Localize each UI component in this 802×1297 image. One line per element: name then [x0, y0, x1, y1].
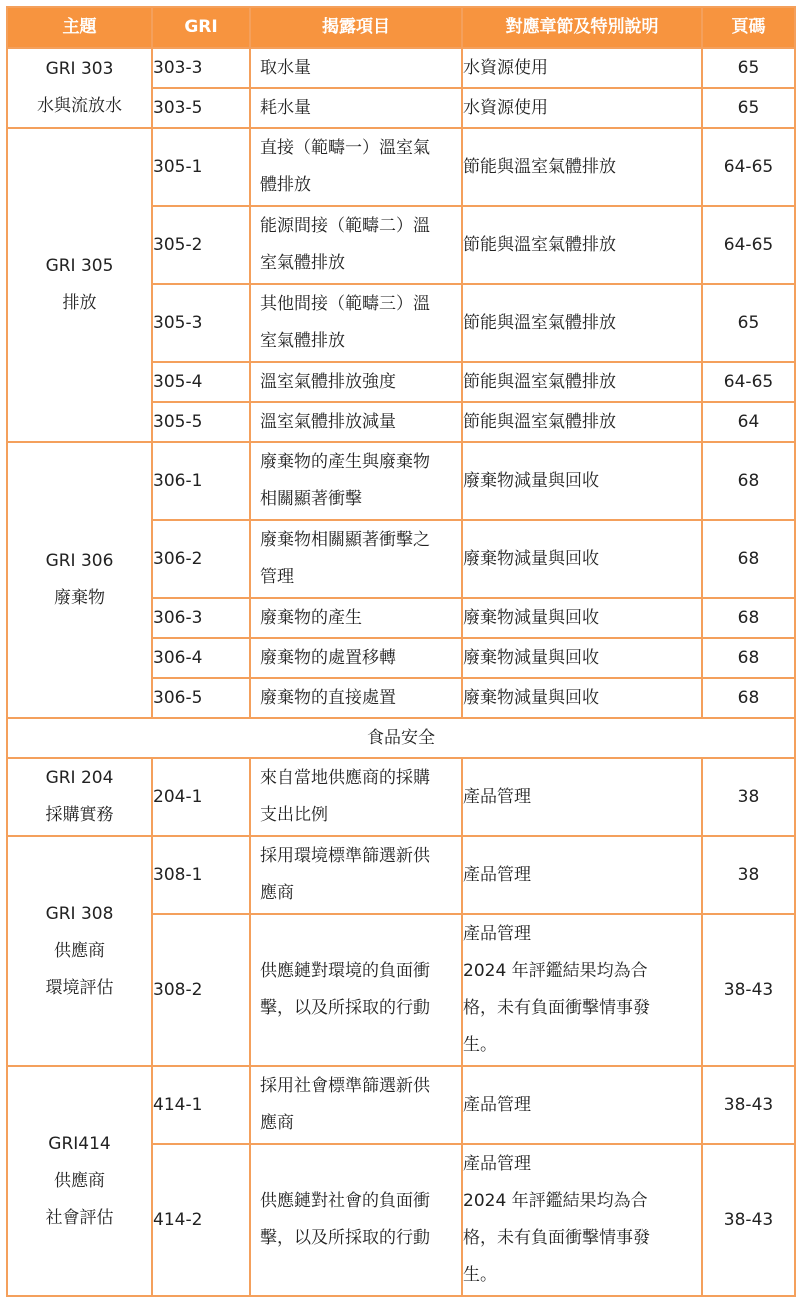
- disclosure-line: 耗水量: [260, 97, 311, 118]
- chapter-note-line: 生。: [463, 1035, 497, 1055]
- gri-code: 308-2: [152, 914, 250, 1066]
- topic-line: 社會評估: [45, 1207, 114, 1228]
- table-row: [7, 1066, 795, 1144]
- chapter-note-line: 產品管理: [463, 864, 531, 885]
- gri-code: 306-1: [152, 442, 250, 520]
- disclosure-item: [250, 520, 462, 598]
- disclosure-line: 其他間接（範疇三）溫: [260, 294, 430, 314]
- gri-code: 305-4: [152, 362, 250, 402]
- chapter-note: [462, 402, 702, 442]
- chapter-note: [462, 48, 702, 88]
- chapter-note-line: 廢棄物減量與回收: [463, 548, 599, 569]
- disclosure-item: [250, 1066, 462, 1144]
- gri-code: 204-1: [152, 758, 250, 836]
- table-row: [7, 758, 795, 836]
- disclosure-line: 廢棄物相關顯著衝擊之: [260, 530, 430, 550]
- disclosure-item: [250, 1144, 462, 1296]
- page-number: 64: [702, 402, 795, 442]
- disclosure-line: 直接（範疇一）溫室氣: [260, 138, 430, 158]
- gri-code: 306-4: [152, 638, 250, 678]
- page-number: 68: [702, 520, 795, 598]
- chapter-note: [462, 206, 702, 284]
- disclosure-item: [250, 88, 462, 128]
- chapter-note-line: 產品管理: [463, 1154, 531, 1174]
- chapter-note: [462, 442, 702, 520]
- disclosure-item: [250, 442, 462, 520]
- chapter-note-line: 格，未有負面衝擊情事發: [463, 1228, 650, 1248]
- disclosure-line: 室氣體排放: [260, 331, 345, 351]
- page-number: 68: [702, 442, 795, 520]
- chapter-note-line: 廢棄物減量與回收: [463, 470, 599, 491]
- disclosure-line: 廢棄物的直接處置: [260, 687, 396, 708]
- topic-line: 採購實務: [45, 805, 114, 825]
- header-topic: 主題: [7, 7, 152, 48]
- chapter-note-line: 節能與溫室氣體排放: [463, 234, 616, 255]
- disclosure-item: [250, 598, 462, 638]
- gri-code: 303-3: [152, 48, 250, 88]
- disclosure-line: 室氣體排放: [260, 253, 345, 273]
- chapter-note-line: 產品管理: [463, 924, 531, 944]
- page-number: 68: [702, 598, 795, 638]
- chapter-note: [462, 284, 702, 362]
- gri-code: 306-5: [152, 678, 250, 718]
- disclosure-line: 採用社會標準篩選新供: [260, 1076, 430, 1096]
- header-item: 揭露項目: [250, 7, 462, 48]
- topic-line: 水與流放水: [37, 96, 122, 116]
- chapter-note: [462, 758, 702, 836]
- disclosure-line: 擊，以及所採取的行動: [260, 1228, 430, 1248]
- chapter-note-line: 格，未有負面衝擊情事發: [463, 998, 650, 1018]
- chapter-note-line: 節能與溫室氣體排放: [463, 312, 616, 333]
- gri-code: 414-2: [152, 1144, 250, 1296]
- chapter-note-line: 節能與溫室氣體排放: [463, 411, 616, 432]
- chapter-note-line: 產品管理: [463, 786, 531, 807]
- table-row: [7, 442, 795, 520]
- page-number: 38: [702, 836, 795, 914]
- disclosure-line: 供應鏈對環境的負面衝: [260, 961, 430, 981]
- disclosure-line: 來自當地供應商的採購: [260, 768, 430, 788]
- topic-cell: [7, 836, 152, 1066]
- table-body: [7, 48, 795, 1296]
- chapter-note-line: 廢棄物減量與回收: [463, 647, 599, 668]
- disclosure-item: [250, 914, 462, 1066]
- chapter-note: [462, 362, 702, 402]
- gri-code: 305-3: [152, 284, 250, 362]
- disclosure-line: 供應鏈對社會的負面衝: [260, 1191, 430, 1211]
- gri-code: 414-1: [152, 1066, 250, 1144]
- topic-cell: [7, 48, 152, 128]
- topic-line: GRI 305: [45, 256, 114, 276]
- disclosure-line: 應商: [260, 883, 294, 903]
- chapter-note: [462, 914, 702, 1066]
- header-row: [7, 7, 795, 48]
- chapter-note-line: 生。: [463, 1265, 497, 1285]
- page-number: 68: [702, 638, 795, 678]
- chapter-note: [462, 638, 702, 678]
- header-page: 頁碼: [702, 7, 795, 48]
- chapter-note-line: 水資源使用: [463, 57, 548, 78]
- page-number: 64-65: [702, 362, 795, 402]
- chapter-note-line: 水資源使用: [463, 97, 548, 118]
- chapter-note: [462, 128, 702, 206]
- gri-code: 306-3: [152, 598, 250, 638]
- header-desc: 對應章節及特別說明: [462, 7, 702, 48]
- disclosure-line: 能源間接（範疇二）溫: [260, 216, 430, 236]
- section-row: [7, 718, 795, 758]
- disclosure-item: [250, 48, 462, 88]
- topic-line: GRI 303: [45, 59, 114, 79]
- table-row: [7, 836, 795, 914]
- gri-index-table-container: [6, 6, 796, 1297]
- section-title: 食品安全: [7, 718, 795, 758]
- page-number: 64-65: [702, 206, 795, 284]
- page-number: 68: [702, 678, 795, 718]
- chapter-note-line: 廢棄物減量與回收: [463, 607, 599, 628]
- chapter-note-line: 2024 年評鑑結果均為合: [463, 1191, 648, 1211]
- disclosure-line: 溫室氣體排放減量: [260, 411, 396, 432]
- table-row: [7, 128, 795, 206]
- disclosure-line: 廢棄物的處置移轉: [260, 647, 396, 668]
- page-number: 38-43: [702, 1066, 795, 1144]
- disclosure-line: 擊，以及所採取的行動: [260, 998, 430, 1018]
- disclosure-item: [250, 758, 462, 836]
- disclosure-item: [250, 836, 462, 914]
- disclosure-item: [250, 638, 462, 678]
- disclosure-item: [250, 206, 462, 284]
- disclosure-line: 廢棄物的產生與廢棄物: [260, 452, 430, 472]
- gri-code: 305-1: [152, 128, 250, 206]
- page-number: 64-65: [702, 128, 795, 206]
- chapter-note-line: 2024 年評鑑結果均為合: [463, 961, 648, 981]
- chapter-note: [462, 88, 702, 128]
- gri-code: 306-2: [152, 520, 250, 598]
- topic-cell: [7, 1066, 152, 1296]
- topic-line: 供應商: [54, 940, 105, 961]
- gri-code: 305-2: [152, 206, 250, 284]
- gri-code: 308-1: [152, 836, 250, 914]
- topic-line: GRI414: [48, 1133, 111, 1154]
- table-row: [7, 48, 795, 88]
- topic-line: GRI 306: [45, 551, 114, 571]
- disclosure-line: 體排放: [260, 175, 311, 195]
- gri-code: 305-5: [152, 402, 250, 442]
- chapter-note-line: 廢棄物減量與回收: [463, 687, 599, 708]
- page-number: 38-43: [702, 1144, 795, 1296]
- topic-line: GRI 204: [45, 768, 114, 788]
- gri-code: 303-5: [152, 88, 250, 128]
- disclosure-line: 支出比例: [260, 805, 328, 825]
- header-gri: GRI: [152, 7, 250, 48]
- page-number: 65: [702, 284, 795, 362]
- gri-index-table: [6, 6, 796, 1297]
- disclosure-line: 採用環境標準篩選新供: [260, 846, 430, 866]
- disclosure-line: 相關顯著衝擊: [260, 489, 362, 509]
- topic-cell: [7, 442, 152, 718]
- disclosure-item: [250, 362, 462, 402]
- chapter-note: [462, 1144, 702, 1296]
- chapter-note: [462, 598, 702, 638]
- disclosure-line: 廢棄物的產生: [260, 607, 362, 628]
- disclosure-item: [250, 284, 462, 362]
- topic-line: 供應商: [54, 1170, 105, 1191]
- chapter-note-line: 節能與溫室氣體排放: [463, 156, 616, 177]
- topic-line: GRI 308: [45, 903, 114, 924]
- disclosure-item: [250, 128, 462, 206]
- page-number: 65: [702, 88, 795, 128]
- disclosure-line: 管理: [260, 567, 294, 587]
- chapter-note: [462, 836, 702, 914]
- topic-line: 廢棄物: [54, 588, 105, 608]
- topic-line: 環境評估: [45, 977, 114, 998]
- page-number: 38: [702, 758, 795, 836]
- chapter-note: [462, 678, 702, 718]
- chapter-note-line: 節能與溫室氣體排放: [463, 371, 616, 392]
- chapter-note: [462, 1066, 702, 1144]
- disclosure-item: [250, 402, 462, 442]
- page-number: 38-43: [702, 914, 795, 1066]
- disclosure-line: 應商: [260, 1113, 294, 1133]
- chapter-note-line: 產品管理: [463, 1094, 531, 1115]
- disclosure-line: 取水量: [260, 57, 311, 78]
- topic-cell: [7, 758, 152, 836]
- page-number: 65: [702, 48, 795, 88]
- disclosure-line: 溫室氣體排放強度: [260, 371, 396, 392]
- topic-line: 排放: [62, 293, 97, 313]
- topic-cell: [7, 128, 152, 442]
- disclosure-item: [250, 678, 462, 718]
- chapter-note: [462, 520, 702, 598]
